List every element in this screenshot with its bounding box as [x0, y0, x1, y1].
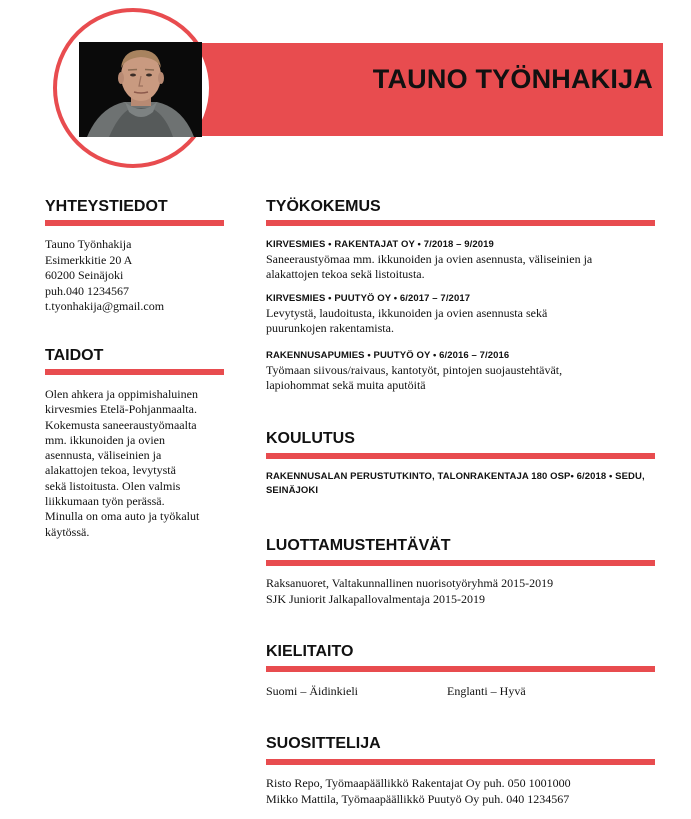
skills-line: Kokemusta saneeraustyömaalta — [45, 417, 197, 432]
job-description: puurunkojen rakentamista. — [266, 321, 394, 335]
contact-phone: puh.040 1234567 — [45, 283, 129, 298]
language-item: Suomi – Äidinkieli — [266, 684, 359, 698]
experience-heading: TYÖKOKEMUS — [266, 198, 381, 215]
skills-rule — [45, 369, 224, 375]
job-description: alakattojen tekoa sekä listoitusta. — [266, 267, 425, 281]
trust-item: SJK Juniorit Jalkapallovalmentaja 2015-2019 — [266, 591, 485, 606]
contact-city: 60200 Seinäjoki — [45, 268, 124, 282]
contact-details — [45, 237, 164, 315]
trust-list — [266, 576, 553, 607]
experience-rule — [266, 220, 655, 226]
trust-heading: LUOTTAMUSTEHTÄVÄT — [266, 537, 451, 554]
contact-email: t.tyonhakija@gmail.com — [45, 299, 165, 313]
skills-line: asennusta, väliseinien ja — [45, 448, 162, 463]
job-title: KIRVESMIES • RAKENTAJAT OY • 7/2018 – 9/2019 — [266, 239, 494, 250]
job-title: KIRVESMIES • PUUTYÖ OY • 6/2017 – 7/2017 — [266, 293, 471, 304]
trust-rule — [266, 560, 655, 566]
education-line: RAKENNUSALAN PERUSTUTKINTO, TALONRAKENTAJA 180 OSP• 6/2018 • SEDU, — [266, 471, 645, 482]
skills-line: Olen ahkera ja oppimishaluinen — [45, 387, 198, 401]
reference-item: Mikko Mattila, Työmaapäällikkö Puutyö Oy puh. 040 1234567 — [266, 791, 570, 806]
skills-line: käytössä. — [45, 524, 90, 539]
languages-heading: KIELITAITO — [266, 643, 354, 660]
languages-rule — [266, 666, 655, 672]
skills-heading: TAIDOT — [45, 347, 104, 364]
skills-line: kirvesmies Etelä-Pohjanmaalta. — [45, 402, 197, 417]
profile-photo — [79, 42, 202, 137]
reference-item: Risto Repo, Työmaapäällikkö Rakentajat Oy puh. 050 1001000 — [266, 776, 571, 790]
job-title: RAKENNUSAPUMIES • PUUTYÖ OY • 6/2016 – 7/2016 — [266, 350, 510, 361]
job-entry — [266, 349, 661, 393]
references-heading: SUOSITTELIJA — [266, 735, 381, 752]
job-description: lapiohommat sekä muita aputöitä — [266, 378, 426, 392]
skills-line: Minulla on oma auto ja työkalut — [45, 509, 200, 524]
contact-heading: YHTEYSTIEDOT — [45, 198, 168, 215]
education-heading: KOULUTUS — [266, 430, 355, 447]
language-item: Englanti – Hyvä — [447, 684, 526, 698]
applicant-name: TAUNO TYÖNHAKIJA — [372, 64, 653, 94]
job-entry — [266, 292, 661, 336]
education-entry — [266, 470, 661, 498]
contact-name: Tauno Työnhakija — [45, 237, 132, 251]
references-list — [266, 776, 571, 807]
skills-line: liikkumaan työn perässä. — [45, 494, 165, 509]
job-description: Levytystä, laudoitusta, ikkunoiden ja ovien asennusta sekä — [266, 306, 548, 320]
job-description: Saneeraustyömaa mm. ikkunoiden ja ovien asennusta, väliseinien ja — [266, 252, 593, 266]
contact-rule — [45, 220, 224, 226]
job-description: Työmaan siivous/raivaus, kantotyöt, pintojen suojaustehtävät, — [266, 363, 563, 377]
contact-street: Esimerkkitie 20 A — [45, 252, 133, 267]
skills-text — [45, 387, 199, 540]
skills-line: mm. ikkunoiden ja ovien — [45, 432, 165, 447]
education-rule — [266, 453, 655, 459]
job-entry — [266, 238, 661, 282]
references-rule — [266, 759, 655, 765]
education-line: SEINÄJOKI — [266, 485, 319, 496]
skills-line: alakattojen tekoa, levytystä — [45, 463, 176, 478]
trust-item: Raksanuoret, Valtakunnallinen nuorisotyöryhmä 2015-2019 — [266, 576, 554, 590]
skills-line: sekä listoitusta. Olen valmis — [45, 478, 181, 493]
